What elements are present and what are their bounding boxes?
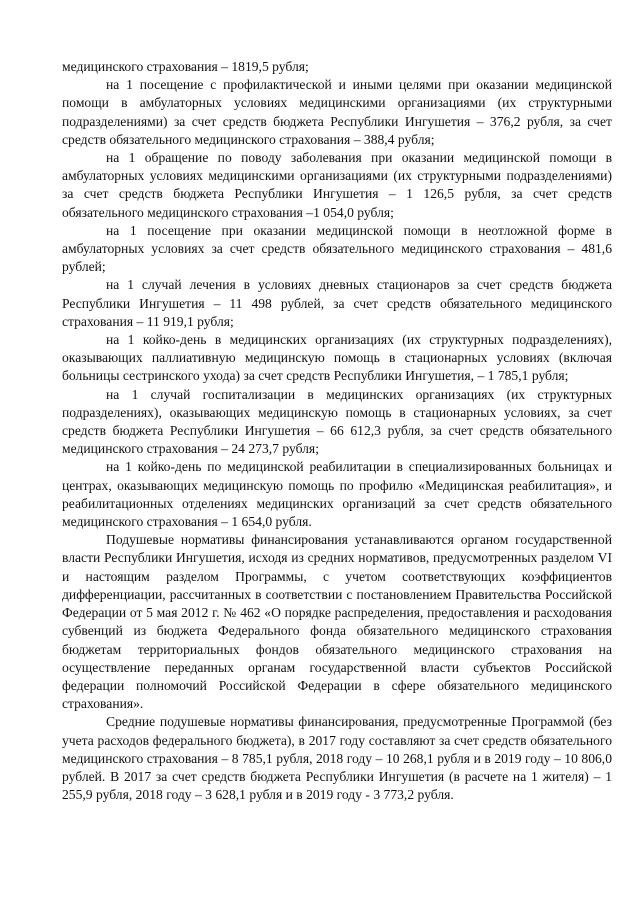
paragraph-average-per-capita: Средние подушевые нормативы финансирования, предусмотренные Программой (без учета расходов федерального бюджета), в 2017 году составляют за счет средств обязательного медицинского страхования – 8 785,1 рубля, 2018 году – 10 268,1 рубля и в 2019 году – 10 806,0 рублей. В 2017 за счет средств бюджета Республики Ингушетия (в расчете на 1 жителя) – 1 255,9 рубля, 2018 году – 3 628,1 рубля и в 2019 году - 3 773,2 рубля.	[62, 714, 612, 803]
paragraph-day-hospital: на 1 случай лечения в условиях дневных стационаров за счет средств бюджета Республики Ингушетия – 11 498 рублей, за счет средств обязательного медицинского страхования – 11 919,1 рубля;	[62, 277, 612, 329]
document-page	[62, 58, 612, 804]
paragraph-continuation: медицинского страхования – 1819,5 рубля;	[62, 59, 309, 74]
paragraph-rehabilitation-bed-day: на 1 койко-день по медицинской реабилитации в специализированных больницах и центрах, оказывающих медицинскую помощь по профилю «Медицинская реабилитация», и реабилитационных отделениях медицинских организаций за счет средств обязательного медицинского страхования – 1 654,0 рубля.	[62, 459, 612, 530]
paragraph-outpatient-visit: на 1 посещение с профилактической и иными целями при оказании медицинской помощи в амбулаторных условиях медицинскими организациями (их структурными подразделениями) за счет средств бюджета Республики Ингушетия – 376,2 рубля, за счет средств обязательного медицинского страхования – 388,4 рубля;	[62, 77, 612, 147]
paragraph-hospitalization: на 1 случай госпитализации в медицинских организациях (их структурных подразделениях), оказывающих медицинскую помощь в стационарных условиях, за счет средств бюджета Республики Ингушетия – 66 612,3 рубля, за счет средств обязательного медицинского страхования – 24 273,7 рубля;	[62, 386, 612, 457]
paragraph-per-capita-standards: Подушевые нормативы финансирования устанавливаются органом государственной власти Республики Ингушетия, исходя из средних нормативов, предусмотренных разделом VI и настоящим разделом Программы, с учетом соответствующих коэффициентов дифференциации, рассчитанных в соответствии с постановлением Правительства Российской Федерации от 5 мая 2012 г. № 462 «О порядке распределения, предоставления и расходования субвенций из бюджета Федерального фонда обязательного медицинского страхования бюджетам территориальных фондов обязательного медицинского страхования на осуществление переданных органам государственной власти субъектов Российской федерации полномочий Российской Федерации в сфере обязательного медицинского страхования».	[62, 532, 612, 712]
paragraph-disease-appeal: на 1 обращение по поводу заболевания при оказании медицинской помощи в амбулаторных условиях медицинскими организациями (их структурными подразделениями) за счет средств бюджета Республики Ингушетия – 1 126,5 рубля, за счет средств обязательного медицинского страхования –1 054,0 рубля;	[62, 150, 612, 220]
paragraph-urgent-visit: на 1 посещение при оказании медицинской помощи в неотложной форме в амбулаторных условиях за счет средств обязательного медицинского страхования – 481,6 рублей;	[62, 222, 612, 275]
paragraph-palliative-bed-day: на 1 койко-день в медицинских организациях (их структурных подразделениях), оказывающих паллиативную медицинскую помощь в стационарных условиях (включая больницы сестринского ухода) за счет средств Республики Ингушетия, – 1 785,1 рубля;	[62, 332, 612, 384]
